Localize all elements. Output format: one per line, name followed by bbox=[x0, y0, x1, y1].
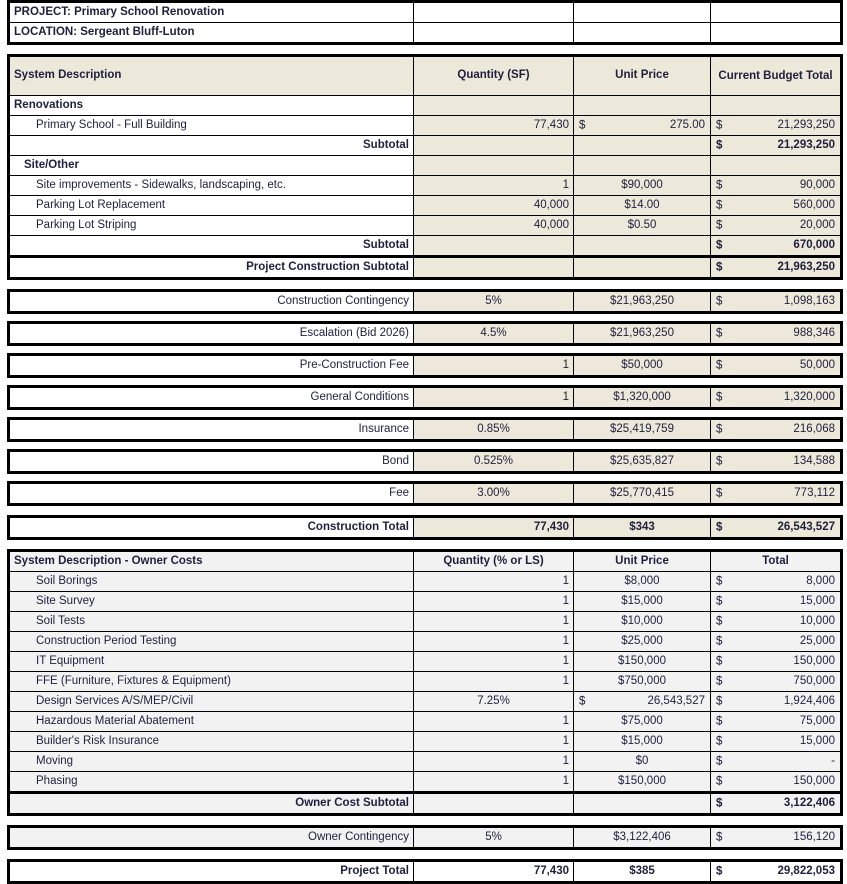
line-item-total bbox=[711, 216, 842, 236]
project-total-table bbox=[7, 859, 843, 884]
owner-costs-block bbox=[0, 549, 847, 816]
table-row bbox=[9, 592, 842, 612]
owner-contingency-total-value: 156,120 bbox=[793, 831, 835, 843]
markup-unit-price: $25,770,415 bbox=[574, 483, 711, 505]
project-info-block bbox=[0, 0, 847, 45]
header-unit-price: Unit Price bbox=[574, 56, 711, 96]
markup-row-block-general-conditions bbox=[0, 385, 847, 410]
project-blank-total bbox=[711, 2, 842, 23]
owner-item-description: Soil Borings bbox=[9, 572, 414, 592]
owner-item-unit-price: $15,000 bbox=[574, 732, 711, 752]
project-total-value: 29,822,053 bbox=[777, 865, 835, 877]
subtotal-blank-unit bbox=[574, 236, 711, 257]
owner-subtotal-total-value: 3,122,406 bbox=[783, 797, 835, 809]
line-item-description: Primary School - Full Building bbox=[9, 116, 414, 136]
markup-total bbox=[711, 419, 842, 441]
owner-item-total bbox=[711, 652, 842, 672]
table-row bbox=[9, 23, 842, 44]
currency-symbol: $ bbox=[716, 714, 723, 727]
markup-total bbox=[711, 451, 842, 473]
markup-quantity: 0.525% bbox=[414, 451, 574, 473]
owner-item-quantity: 1 bbox=[414, 652, 574, 672]
owner-item-description: Phasing bbox=[9, 772, 414, 793]
subtotal-total-value: 21,293,250 bbox=[777, 139, 835, 151]
markup-table bbox=[7, 449, 843, 474]
markup-row-block-escalation bbox=[0, 321, 847, 346]
markup-table bbox=[7, 385, 843, 410]
line-item-quantity: 40,000 bbox=[414, 196, 574, 216]
owner-item-quantity: 1 bbox=[414, 732, 574, 752]
owner-contingency-quantity: 5% bbox=[414, 827, 574, 849]
owner-item-quantity: 1 bbox=[414, 612, 574, 632]
owner-item-unit-price bbox=[574, 692, 711, 712]
row-gap bbox=[0, 346, 847, 353]
project-construction-subtotal-total bbox=[711, 257, 842, 279]
owner-item-total bbox=[711, 692, 842, 712]
construction-table bbox=[7, 54, 843, 280]
owner-item-quantity: 1 bbox=[414, 752, 574, 772]
owner-item-total bbox=[711, 732, 842, 752]
table-row bbox=[9, 176, 842, 196]
line-item-description: Site improvements - Sidewalks, landscaping, etc. bbox=[9, 176, 414, 196]
owner-item-description: Site Survey bbox=[9, 592, 414, 612]
total-row bbox=[9, 861, 842, 883]
line-item-unit-price-value: 275.00 bbox=[669, 119, 705, 131]
table-row bbox=[9, 419, 842, 441]
currency-symbol: $ bbox=[716, 294, 723, 307]
line-item-description: Parking Lot Striping bbox=[9, 216, 414, 236]
table-row bbox=[9, 612, 842, 632]
owner-item-description: Hazardous Material Abatement bbox=[9, 712, 414, 732]
owner-item-quantity: 1 bbox=[414, 632, 574, 652]
currency-symbol: $ bbox=[716, 326, 723, 339]
owner-item-total bbox=[711, 672, 842, 692]
owner-item-unit-price: $25,000 bbox=[574, 632, 711, 652]
markup-total-value: 988,346 bbox=[793, 327, 835, 339]
owner-item-total-value: 15,000 bbox=[799, 735, 835, 747]
owner-subtotal-total bbox=[711, 793, 842, 815]
owner-item-quantity: 1 bbox=[414, 772, 574, 793]
table-row bbox=[9, 291, 842, 313]
owner-item-quantity: 1 bbox=[414, 672, 574, 692]
line-item-total-value: 21,293,250 bbox=[777, 119, 835, 131]
markup-table bbox=[7, 417, 843, 442]
subtotal-row bbox=[9, 136, 842, 156]
owner-item-total-value: 8,000 bbox=[806, 575, 835, 587]
owner-item-total bbox=[711, 592, 842, 612]
construction-total-quantity: 77,430 bbox=[414, 517, 574, 539]
subtotal-blank-qty bbox=[414, 236, 574, 257]
markup-total bbox=[711, 387, 842, 409]
owner-item-unit-price: $15,000 bbox=[574, 592, 711, 612]
project-construction-subtotal-label: Project Construction Subtotal bbox=[9, 257, 414, 279]
table-row bbox=[9, 732, 842, 752]
currency-symbol: $ bbox=[716, 674, 723, 687]
markup-total bbox=[711, 291, 842, 313]
project-total-label: Project Total bbox=[9, 861, 414, 883]
owner-item-total bbox=[711, 752, 842, 772]
owner-item-unit-price: $150,000 bbox=[574, 652, 711, 672]
owner-costs-table bbox=[7, 549, 843, 816]
currency-symbol: $ bbox=[716, 390, 723, 403]
markup-total bbox=[711, 483, 842, 505]
pcs-blank-qty bbox=[414, 257, 574, 279]
markup-table bbox=[7, 321, 843, 346]
currency-symbol: $ bbox=[716, 574, 723, 587]
owner-item-total-value: 15,000 bbox=[799, 595, 835, 607]
markup-total bbox=[711, 323, 842, 345]
currency-symbol: $ bbox=[716, 198, 723, 211]
location-name-cell: LOCATION: Sergeant Bluff-Luton bbox=[9, 23, 414, 44]
currency-symbol: $ bbox=[716, 654, 723, 667]
owner-subtotal-blank-qty bbox=[414, 793, 574, 815]
currency-symbol: $ bbox=[716, 358, 723, 371]
group-blank-qty bbox=[414, 96, 574, 116]
markup-table bbox=[7, 481, 843, 506]
subtotal-label-renovations: Subtotal bbox=[9, 136, 414, 156]
owner-contingency-unit-price: $3,122,406 bbox=[574, 827, 711, 849]
owner-item-total-value: 150,000 bbox=[793, 655, 835, 667]
line-item-total-value: 90,000 bbox=[799, 179, 835, 191]
currency-symbol: $ bbox=[716, 118, 723, 131]
markup-row-block-bond bbox=[0, 449, 847, 474]
header-quantity: Quantity (SF) bbox=[414, 56, 574, 96]
table-row bbox=[9, 772, 842, 793]
row-gap bbox=[0, 474, 847, 481]
table-row bbox=[9, 827, 842, 849]
currency-symbol: $ bbox=[716, 614, 723, 627]
markup-unit-price: $21,963,250 bbox=[574, 291, 711, 313]
owner-item-quantity: 1 bbox=[414, 592, 574, 612]
construction-total-value: 26,543,527 bbox=[777, 521, 835, 533]
currency-symbol: $ bbox=[716, 796, 723, 809]
table-row bbox=[9, 752, 842, 772]
project-total-block bbox=[0, 859, 847, 884]
markup-total-value: 216,068 bbox=[793, 423, 835, 435]
total-row bbox=[9, 517, 842, 539]
table-row bbox=[9, 2, 842, 23]
group-blank-unit bbox=[574, 96, 711, 116]
subtotal-total-value: 670,000 bbox=[793, 239, 835, 251]
location-blank-unit bbox=[574, 23, 711, 44]
project-name-cell: PROJECT: Primary School Renovation bbox=[9, 2, 414, 23]
location-blank-total bbox=[711, 23, 842, 44]
owner-item-total bbox=[711, 632, 842, 652]
markup-label: General Conditions bbox=[9, 387, 414, 409]
markup-table bbox=[7, 289, 843, 314]
currency-symbol: $ bbox=[716, 694, 723, 707]
section-gap bbox=[0, 816, 847, 825]
currency-symbol: $ bbox=[716, 238, 723, 251]
table-row bbox=[9, 116, 842, 136]
markup-total bbox=[711, 355, 842, 377]
line-item-quantity: 1 bbox=[414, 176, 574, 196]
construction-total-table bbox=[7, 515, 843, 540]
section-gap bbox=[0, 45, 847, 54]
owner-header-unit-price: Unit Price bbox=[574, 551, 711, 572]
owner-item-total bbox=[711, 572, 842, 592]
pcs-blank-unit bbox=[574, 257, 711, 279]
section-gap bbox=[0, 540, 847, 549]
markup-unit-price: $50,000 bbox=[574, 355, 711, 377]
markup-label: Fee bbox=[9, 483, 414, 505]
markup-unit-price: $21,963,250 bbox=[574, 323, 711, 345]
group-blank-qty bbox=[414, 156, 574, 176]
table-row bbox=[9, 451, 842, 473]
markup-quantity: 1 bbox=[414, 355, 574, 377]
table-row bbox=[9, 712, 842, 732]
subtotal-total bbox=[711, 236, 842, 257]
owner-header-description: System Description - Owner Costs bbox=[9, 551, 414, 572]
owner-header-row bbox=[9, 551, 842, 572]
currency-symbol: $ bbox=[716, 830, 723, 843]
markup-total-value: 1,098,163 bbox=[783, 295, 835, 307]
markup-row-block-fee bbox=[0, 481, 847, 506]
markup-total-value: 50,000 bbox=[799, 359, 835, 371]
owner-item-description: Soil Tests bbox=[9, 612, 414, 632]
owner-item-description: Design Services A/S/MEP/Civil bbox=[9, 692, 414, 712]
currency-symbol: $ bbox=[716, 754, 723, 767]
markup-unit-price: $25,419,759 bbox=[574, 419, 711, 441]
line-item-total-value: 560,000 bbox=[793, 199, 835, 211]
line-item-unit-price: $90,000 bbox=[574, 176, 711, 196]
owner-item-unit-price-value: 26,543,527 bbox=[647, 695, 705, 707]
markup-total-value: 1,320,000 bbox=[783, 391, 835, 403]
location-blank-qty bbox=[414, 23, 574, 44]
construction-total-block bbox=[0, 515, 847, 540]
table-row bbox=[9, 572, 842, 592]
line-item-unit-price: $14.00 bbox=[574, 196, 711, 216]
table-row bbox=[9, 652, 842, 672]
owner-contingency-total bbox=[711, 827, 842, 849]
owner-header-total: Total bbox=[711, 551, 842, 572]
currency-symbol: $ bbox=[579, 118, 586, 131]
line-item-total bbox=[711, 176, 842, 196]
markup-row-block-construction-contingency bbox=[0, 289, 847, 314]
markup-row-block-insurance bbox=[0, 417, 847, 442]
subtotal-total bbox=[711, 136, 842, 156]
markup-quantity: 4.5% bbox=[414, 323, 574, 345]
markup-label: Escalation (Bid 2026) bbox=[9, 323, 414, 345]
currency-symbol: $ bbox=[579, 694, 586, 707]
owner-contingency-block bbox=[0, 825, 847, 850]
table-row bbox=[9, 216, 842, 236]
construction-block bbox=[0, 54, 847, 280]
owner-item-total-value: 25,000 bbox=[799, 635, 835, 647]
group-blank-total bbox=[711, 156, 842, 176]
owner-item-total-value: 150,000 bbox=[793, 775, 835, 787]
owner-item-description: FFE (Furniture, Fixtures & Equipment) bbox=[9, 672, 414, 692]
currency-symbol: $ bbox=[716, 486, 723, 499]
subtotal-label-site-other: Subtotal bbox=[9, 236, 414, 257]
owner-item-total-value: 75,000 bbox=[799, 715, 835, 727]
group-blank-total bbox=[711, 96, 842, 116]
table-row bbox=[9, 692, 842, 712]
group-name-site-other: Site/Other bbox=[9, 156, 414, 176]
currency-symbol: $ bbox=[716, 422, 723, 435]
markup-label: Insurance bbox=[9, 419, 414, 441]
currency-symbol: $ bbox=[716, 454, 723, 467]
markup-label: Pre-Construction Fee bbox=[9, 355, 414, 377]
currency-symbol: $ bbox=[716, 138, 723, 151]
table-row bbox=[9, 672, 842, 692]
line-item-unit-price: $0.50 bbox=[574, 216, 711, 236]
markup-unit-price: $1,320,000 bbox=[574, 387, 711, 409]
table-row bbox=[9, 355, 842, 377]
markup-unit-price: $25,635,827 bbox=[574, 451, 711, 473]
owner-contingency-table bbox=[7, 825, 843, 850]
owner-subtotal-row bbox=[9, 793, 842, 815]
markup-quantity: 0.85% bbox=[414, 419, 574, 441]
owner-header-quantity: Quantity (% or LS) bbox=[414, 551, 574, 572]
markup-quantity: 1 bbox=[414, 387, 574, 409]
construction-total-label: Construction Total bbox=[9, 517, 414, 539]
owner-item-unit-price: $8,000 bbox=[574, 572, 711, 592]
markup-total-value: 134,588 bbox=[793, 455, 835, 467]
owner-item-unit-price: $0 bbox=[574, 752, 711, 772]
construction-total-amount bbox=[711, 517, 842, 539]
currency-symbol: $ bbox=[716, 634, 723, 647]
table-row bbox=[9, 323, 842, 345]
table-row bbox=[9, 483, 842, 505]
owner-item-unit-price: $150,000 bbox=[574, 772, 711, 793]
project-blank-qty bbox=[414, 2, 574, 23]
markup-label: Bond bbox=[9, 451, 414, 473]
currency-symbol: $ bbox=[716, 774, 723, 787]
currency-symbol: $ bbox=[716, 260, 723, 273]
markup-total-value: 773,112 bbox=[794, 487, 835, 499]
line-item-description: Parking Lot Replacement bbox=[9, 196, 414, 216]
line-item-total-value: 20,000 bbox=[799, 219, 835, 231]
currency-symbol: $ bbox=[716, 594, 723, 607]
owner-item-description: Construction Period Testing bbox=[9, 632, 414, 652]
currency-symbol: $ bbox=[716, 864, 723, 877]
owner-item-quantity: 1 bbox=[414, 712, 574, 732]
owner-item-unit-price: $10,000 bbox=[574, 612, 711, 632]
construction-total-unit-price: $343 bbox=[574, 517, 711, 539]
line-item-quantity: 77,430 bbox=[414, 116, 574, 136]
construction-header-row bbox=[9, 56, 842, 96]
row-gap bbox=[0, 442, 847, 449]
section-gap bbox=[0, 280, 847, 289]
owner-contingency-label: Owner Contingency bbox=[9, 827, 414, 849]
owner-item-quantity: 1 bbox=[414, 572, 574, 592]
owner-item-total-value: 1,924,406 bbox=[783, 695, 835, 707]
owner-item-description: Builder's Risk Insurance bbox=[9, 732, 414, 752]
pcs-total-value: 21,963,250 bbox=[777, 261, 835, 273]
row-gap bbox=[0, 410, 847, 417]
subtotal-blank-unit bbox=[574, 136, 711, 156]
table-row bbox=[9, 387, 842, 409]
project-construction-subtotal-row bbox=[9, 257, 842, 279]
subtotal-blank-qty bbox=[414, 136, 574, 156]
project-total-unit-price: $385 bbox=[574, 861, 711, 883]
table-row bbox=[9, 632, 842, 652]
owner-subtotal-label: Owner Cost Subtotal bbox=[9, 793, 414, 815]
markup-row-block-pre-construction-fee bbox=[0, 353, 847, 378]
markup-label: Construction Contingency bbox=[9, 291, 414, 313]
markup-table bbox=[7, 353, 843, 378]
owner-item-total-value: - bbox=[831, 755, 835, 767]
owner-item-total bbox=[711, 772, 842, 793]
project-blank-unit bbox=[574, 2, 711, 23]
project-info-table bbox=[7, 0, 843, 45]
owner-item-total bbox=[711, 612, 842, 632]
line-item-unit-price bbox=[574, 116, 711, 136]
group-blank-unit bbox=[574, 156, 711, 176]
owner-item-description: IT Equipment bbox=[9, 652, 414, 672]
group-name-renovations: Renovations bbox=[9, 96, 414, 116]
project-total-amount bbox=[711, 861, 842, 883]
owner-item-total bbox=[711, 712, 842, 732]
markup-quantity: 3.00% bbox=[414, 483, 574, 505]
owner-item-description: Moving bbox=[9, 752, 414, 772]
row-gap bbox=[0, 314, 847, 321]
line-item-total bbox=[711, 196, 842, 216]
subtotal-row bbox=[9, 236, 842, 257]
section-gap bbox=[0, 850, 847, 859]
header-description: System Description bbox=[9, 56, 414, 96]
row-gap bbox=[0, 378, 847, 385]
owner-item-unit-price: $75,000 bbox=[574, 712, 711, 732]
owner-item-total-value: 10,000 bbox=[799, 615, 835, 627]
section-gap bbox=[0, 506, 847, 515]
group-header-row bbox=[9, 156, 842, 176]
currency-symbol: $ bbox=[716, 734, 723, 747]
owner-item-unit-price: $750,000 bbox=[574, 672, 711, 692]
header-current-budget-total: Current Budget Total bbox=[711, 56, 842, 96]
table-row bbox=[9, 196, 842, 216]
owner-subtotal-blank-unit bbox=[574, 793, 711, 815]
project-total-quantity: 77,430 bbox=[414, 861, 574, 883]
markup-quantity: 5% bbox=[414, 291, 574, 313]
owner-item-quantity: 7.25% bbox=[414, 692, 574, 712]
owner-item-total-value: 750,000 bbox=[793, 675, 835, 687]
currency-symbol: $ bbox=[716, 520, 723, 533]
group-header-row bbox=[9, 96, 842, 116]
currency-symbol: $ bbox=[716, 218, 723, 231]
line-item-total bbox=[711, 116, 842, 136]
line-item-quantity: 40,000 bbox=[414, 216, 574, 236]
currency-symbol: $ bbox=[716, 178, 723, 191]
